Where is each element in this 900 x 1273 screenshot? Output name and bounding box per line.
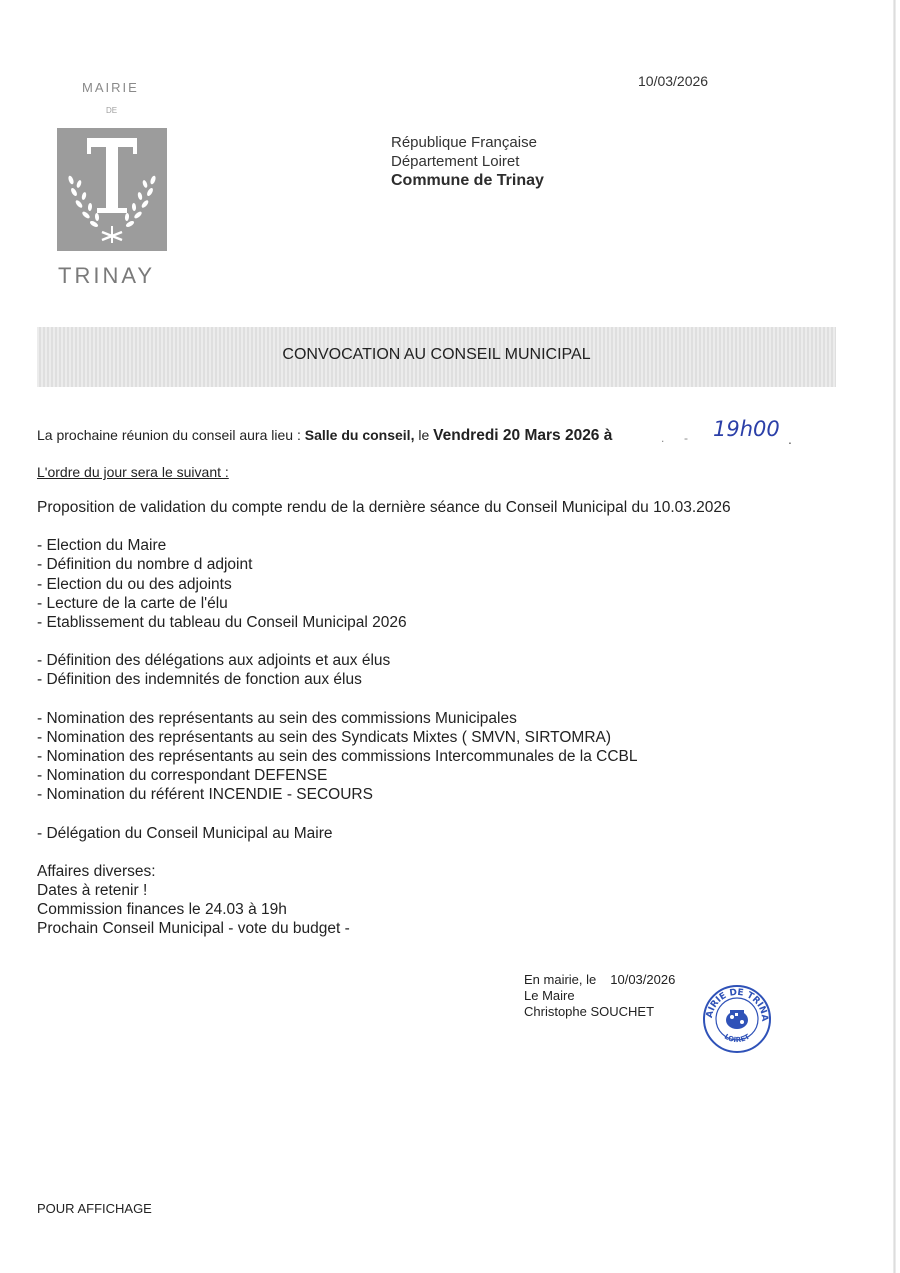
- republic-line: République Française: [391, 134, 537, 151]
- misc-line: Affaires diverses:: [37, 862, 156, 880]
- list-item: - Définition des indemnités de fonction aux élus: [37, 671, 362, 689]
- meeting-date: Vendredi 20 Mars 2026 à: [433, 427, 613, 444]
- agenda-intro: Proposition de validation du compte rendu de la dernière séance du Conseil Municipal du 10.03.2026: [37, 499, 731, 516]
- signature-date: 10/03/2026: [610, 972, 676, 987]
- seal-icon: [702, 984, 772, 1054]
- list-item: - Nomination du correspondant DEFENSE: [37, 767, 328, 785]
- issuer-block: [391, 133, 544, 190]
- list-item: - Election du Maire: [37, 537, 167, 555]
- misc-line: Dates à retenir !: [37, 882, 148, 900]
- list-item: - Nomination des représentants au sein des commissions Municipales: [37, 709, 517, 727]
- scan-dot: .: [788, 431, 792, 447]
- laurel-t-icon: [57, 128, 167, 251]
- list-item: - Nomination du référent INCENDIE - SECOURS: [37, 786, 373, 804]
- footer-posting-note: POUR AFFICHAGE: [37, 1201, 152, 1216]
- list-item: - Lecture de la carte de l'élu: [37, 594, 228, 612]
- meeting-le: le: [414, 427, 434, 443]
- scan-dot: -: [684, 431, 688, 445]
- misc-line: Commission finances le 24.03 à 19h: [37, 901, 287, 919]
- agenda: [37, 498, 857, 939]
- list-item: - Nomination des représentants au sein des commissions Intercommunales de la CCBL: [37, 748, 638, 766]
- list-item: - Nomination des représentants au sein des Syndicats Mixtes ( SMVN, SIRTOMRA): [37, 728, 612, 746]
- logo-mairie-label: MAIRIE: [82, 80, 139, 95]
- signature-name: Christophe SOUCHET: [524, 1004, 655, 1019]
- misc-line: Prochain Conseil Municipal - vote du budget -: [37, 920, 350, 938]
- scan-dot: .: [661, 431, 665, 445]
- agenda-label: L'ordre du jour sera le suivant :: [37, 464, 229, 480]
- meeting-place: Salle du conseil,: [304, 427, 415, 443]
- list-item: - Election du ou des adjoints: [37, 575, 232, 593]
- signature-block: [524, 972, 675, 1020]
- list-item: - Définition du nombre d adjoint: [37, 556, 253, 574]
- document-title: CONVOCATION AU CONSEIL MUNICIPAL: [282, 346, 591, 363]
- signature-role: Le Maire: [524, 988, 575, 1003]
- meeting-line: [37, 427, 612, 445]
- svg-text:LOIRET: LOIRET: [722, 1032, 752, 1045]
- scan-edge: [893, 0, 896, 1273]
- mairie-seal-stamp: [702, 984, 772, 1054]
- department-line: Département Loiret: [391, 153, 520, 170]
- handwritten-time: 19h00: [713, 417, 780, 441]
- meeting-intro: La prochaine réunion du conseil aura lieu :: [37, 427, 305, 443]
- commune-line: Commune de Trinay: [391, 172, 544, 189]
- list-item: - Délégation du Conseil Municipal au Maire: [37, 824, 333, 842]
- list-item: - Définition des délégations aux adjoints et aux élus: [37, 652, 391, 670]
- svg-text:MAIRIE DE TRINAY: AIRIE DE TRINA: [704, 987, 770, 1021]
- list-item: - Etablissement du tableau du Conseil Municipal 2026: [37, 614, 407, 632]
- document-date: 10/03/2026: [638, 73, 709, 89]
- signature-place: En mairie, le: [524, 972, 597, 987]
- commune-logo: [57, 128, 167, 251]
- logo-de-label: DE: [106, 106, 118, 115]
- logo-town-name: TRINAY: [58, 263, 156, 288]
